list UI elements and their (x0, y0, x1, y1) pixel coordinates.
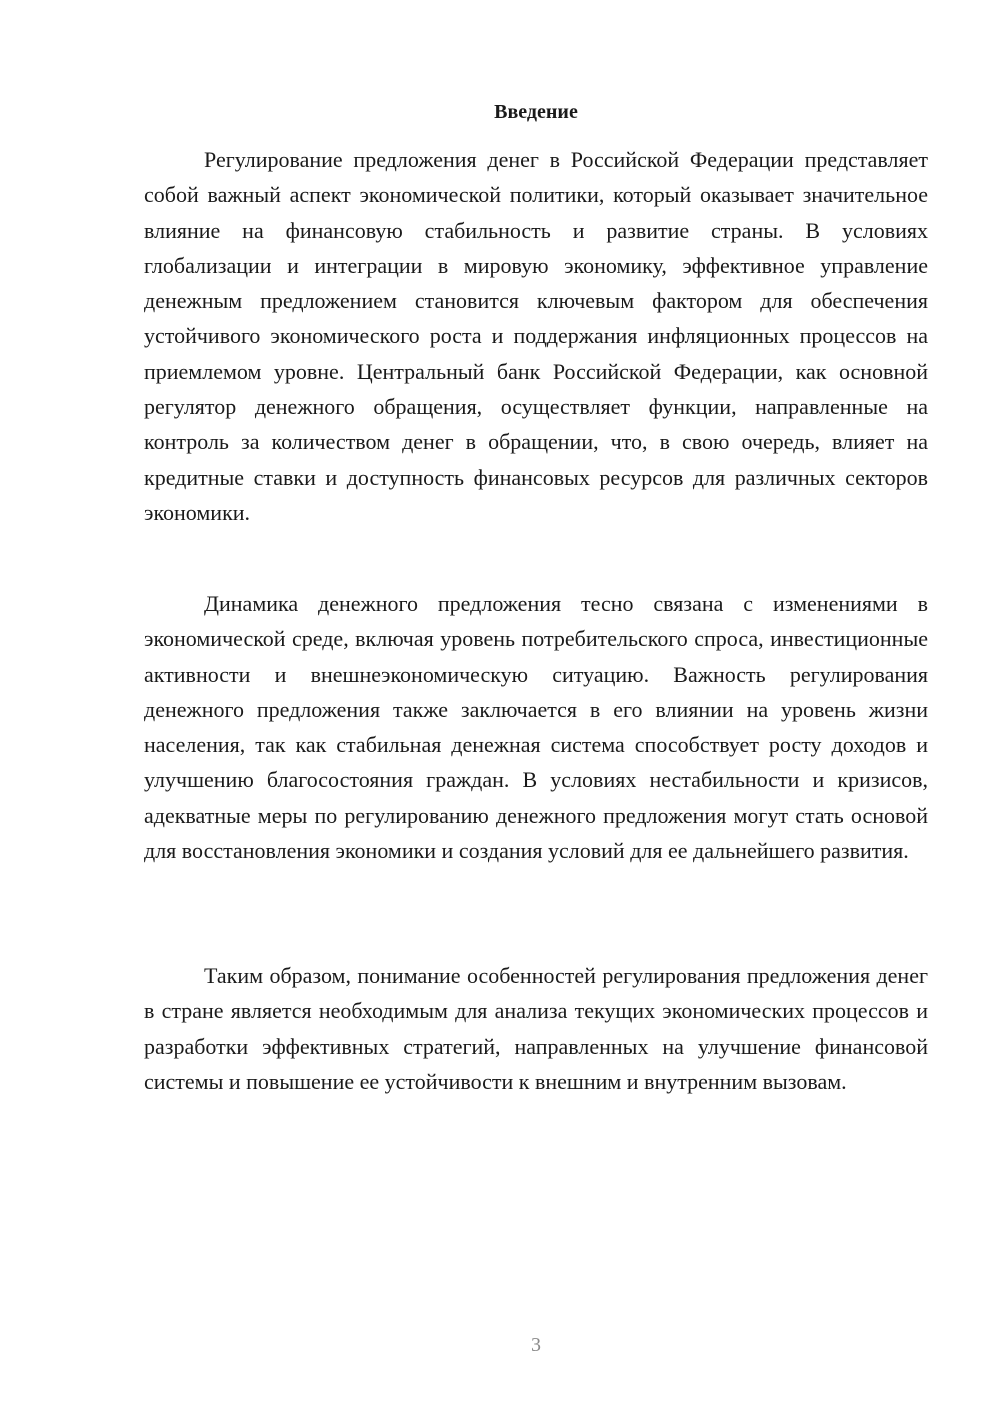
section-title: Введение (494, 101, 578, 123)
page-number: 3 (531, 1334, 541, 1356)
paragraph-2: Динамика денежного предложения тесно связана с изменениями в экономической среде, включая уровень потребительского спроса, инвестиционные активности и внешнеэкономическую ситуацию. Важность регулирования денежного предложения также заключается в его влиянии на уровень жизни населения, так как стабильная денежная система способствует росту доходов и улучшению благосостояния граждан. В условиях нестабильности и кризисов, адекватные меры по регулированию денежного предложения могут стать основой для восстановления экономики и создания условий для ее дальнейшего развития. (144, 591, 928, 864)
paragraph-3: Таким образом, понимание особенностей регулирования предложения денег в стране является необходимым для анализа текущих экономических процессов и разработки эффективных стратегий, направленных на улучшение финансовой системы и повышение ее устойчивости к внешним и внутренним вызовам. (144, 963, 928, 1094)
paragraph-1: Регулирование предложения денег в Российской Федерации представляет собой важный аспект экономической политики, который оказывает значительное влияние на финансовую стабильность и развитие страны. В условиях глобализации и интеграции в мировую экономику, эффективное управление денежным предложением становится ключевым фактором для обеспечения устойчивого экономического роста и поддержания инфляционных процессов на приемлемом уровне. Центральный банк Российской Федерации, как основной регулятор денежного обращения, осуществляет функции, направленные на контроль за количеством денег в обращении, что, в свою очередь, влияет на кредитные ставки и доступность финансовых ресурсов для различных секторов экономики. (144, 147, 928, 525)
